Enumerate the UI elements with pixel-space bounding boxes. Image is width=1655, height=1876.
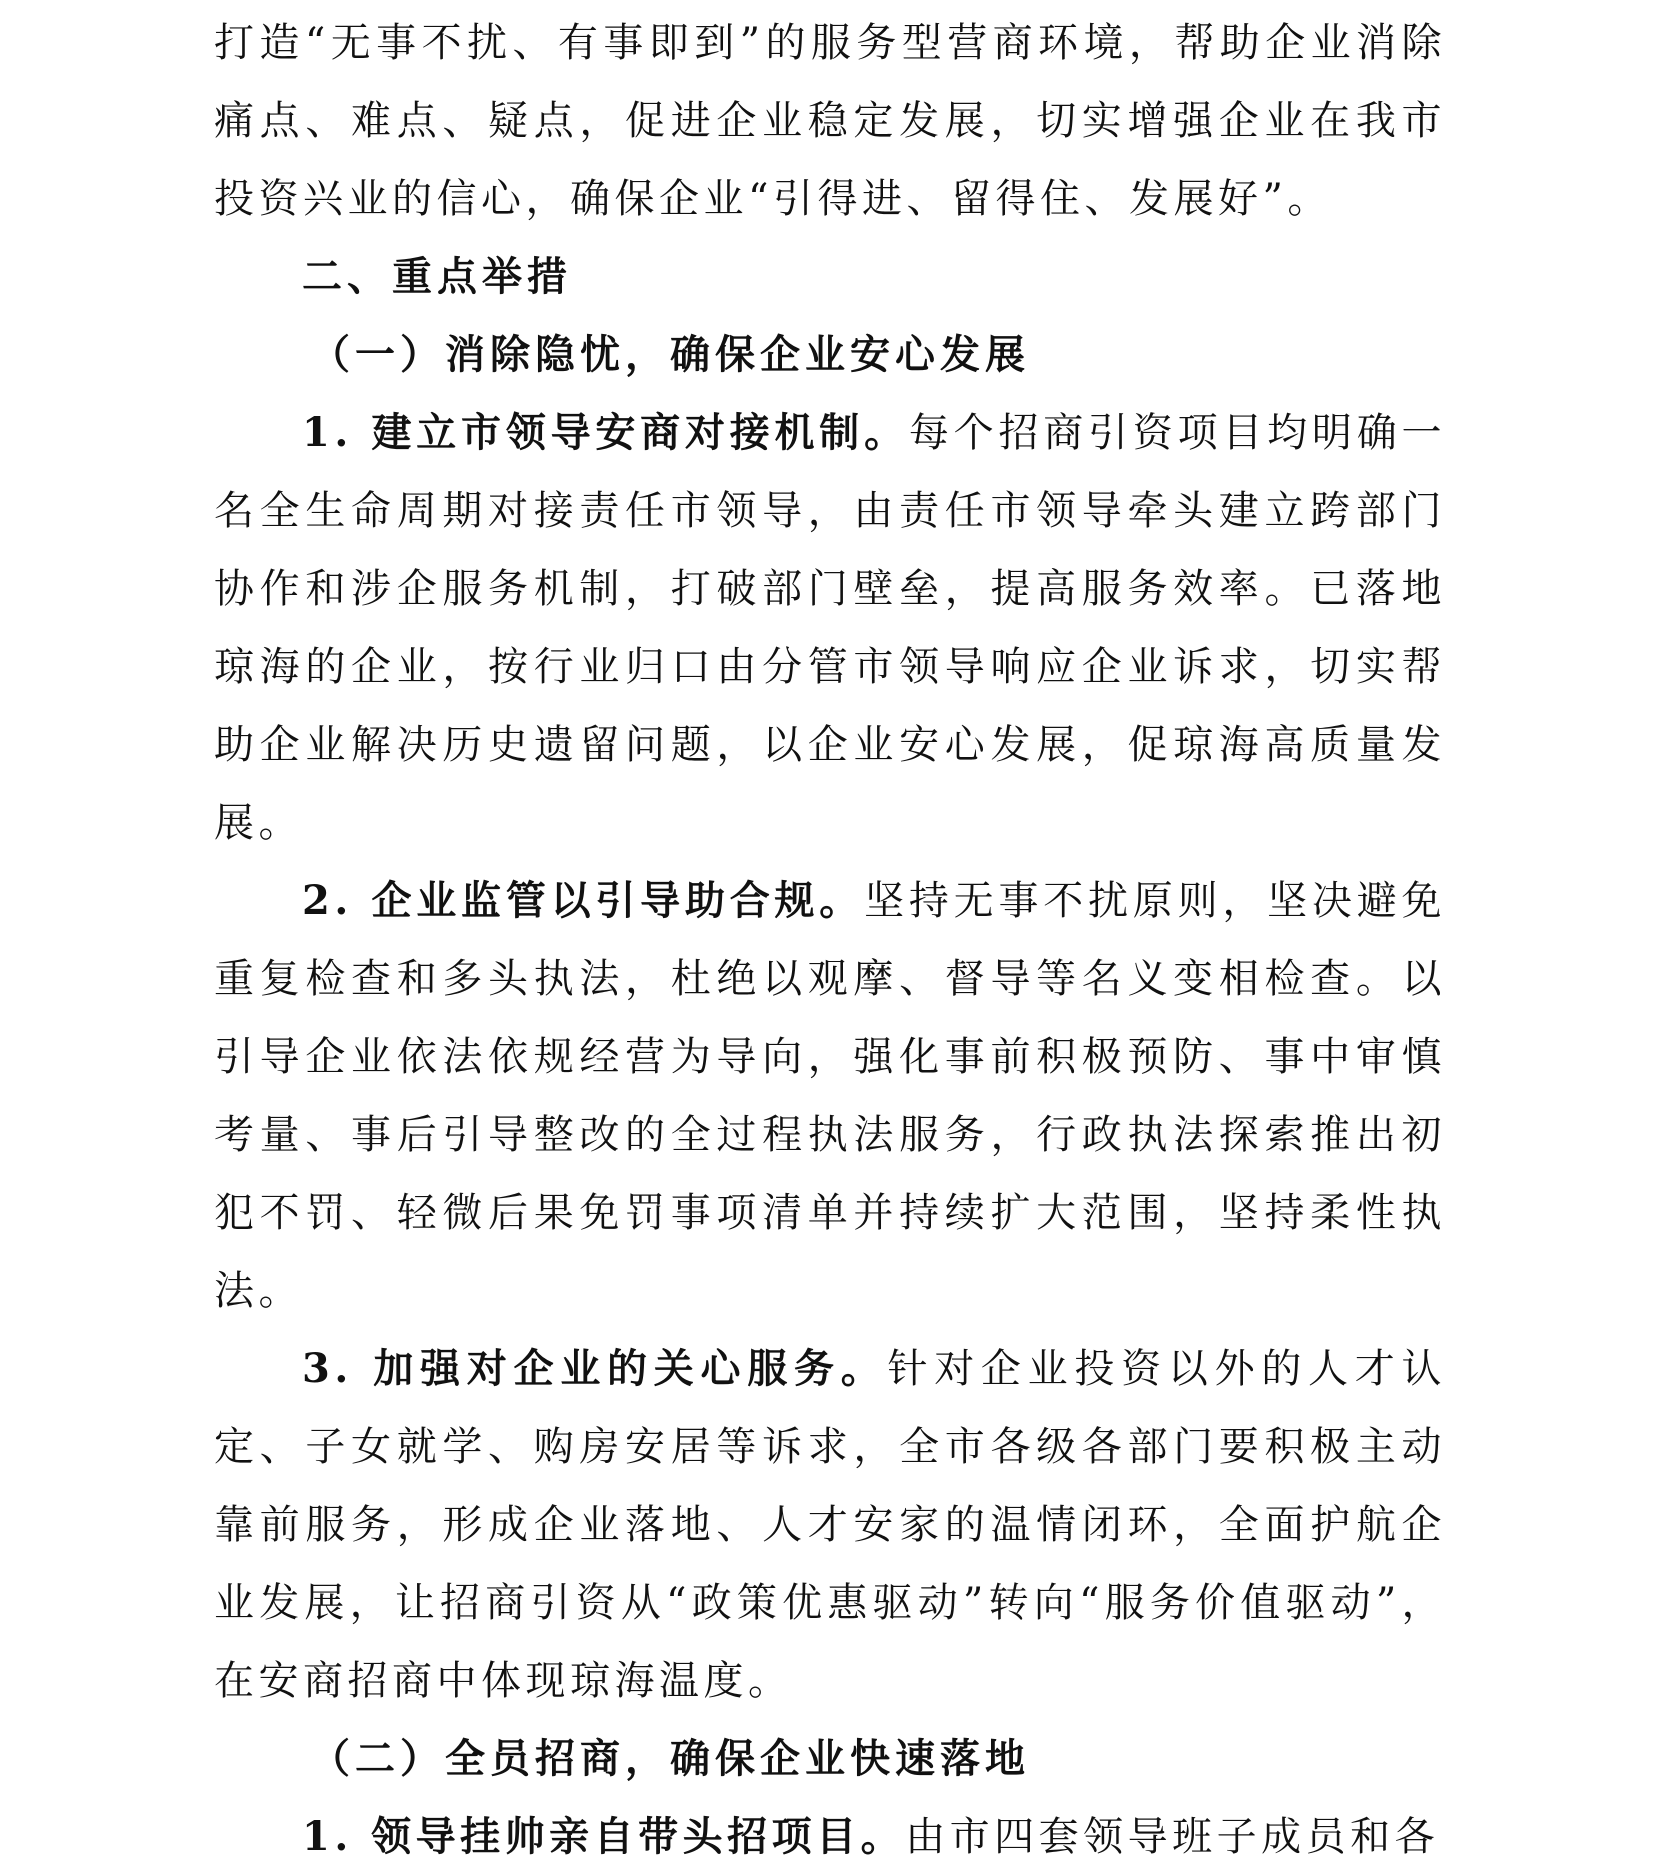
measure-lead-1-1: 1. 建立市领导安商对接机制。 xyxy=(302,409,909,456)
measure-lead-1-3: 3. 加强对企业的关心服务。 xyxy=(302,1345,888,1392)
measure-body-1-1: 每个招商引资项目均明确一名全生命周期对接责任市领导，由责任市领导牵头建立跨部门协作和涉企服务机制，打破部门壁垒，提高服务效率。已落地琼海的企业，按行业归口由分管市领导响应企业诉求，切实帮助企业解决历史遗留问题，以企业安心发展，促琼海高质量发展。 xyxy=(214,410,1446,846)
measure-paragraph-1-2 xyxy=(214,862,1446,1330)
measure-paragraph-2-1 xyxy=(214,1798,1446,1876)
subsection-heading-1: （一）消除隐忧，确保企业安心发展 xyxy=(310,331,1030,378)
document-body xyxy=(214,4,1446,1876)
measure-body-1-3: 针对企业投资以外的人才认定、子女就学、购房安居等诉求，全市各级各部门要积极主动靠前服务，形成企业落地、人才安家的温情闭环，全面护航企业发展，让招商引资从“政策优惠驱动”转向“服务价值驱动”，在安商招商中体现琼海温度。 xyxy=(214,1346,1447,1704)
section-heading-key-measures: 二、重点举措 xyxy=(302,254,572,300)
intro-paragraph: 打造“无事不扰、有事即到”的服务型营商环境，帮助企业消除痛点、难点、疑点，促进企业稳定发展，切实增强企业在我市投资兴业的信心，确保企业“引得进、留得住、发展好”。 xyxy=(214,20,1446,222)
measure-body-1-2: 坚持无事不扰原则，坚决避免重复检查和多头执法，杜绝以观摩、督导等名义变相检查。以引导企业依法依规经营为导向，强化事前积极预防、事中审慎考量、事后引导整改的全过程执法服务，行政执法探索推出初犯不罚、轻微后果免罚事项清单并持续扩大范围，坚持柔性执法。 xyxy=(214,878,1446,1314)
measure-paragraph-1-1 xyxy=(214,394,1446,862)
measure-lead-2-1: 1. 领导挂帅亲自带头招项目。 xyxy=(302,1813,906,1860)
measure-lead-1-2: 2. 企业监管以引导助合规。 xyxy=(302,877,865,924)
measure-paragraph-1-3 xyxy=(214,1330,1446,1720)
subsection-heading-2: （二）全员招商，确保企业快速落地 xyxy=(310,1735,1030,1782)
measure-body-2-1: 由市四套领导班子成员和各 xyxy=(905,1814,1440,1860)
